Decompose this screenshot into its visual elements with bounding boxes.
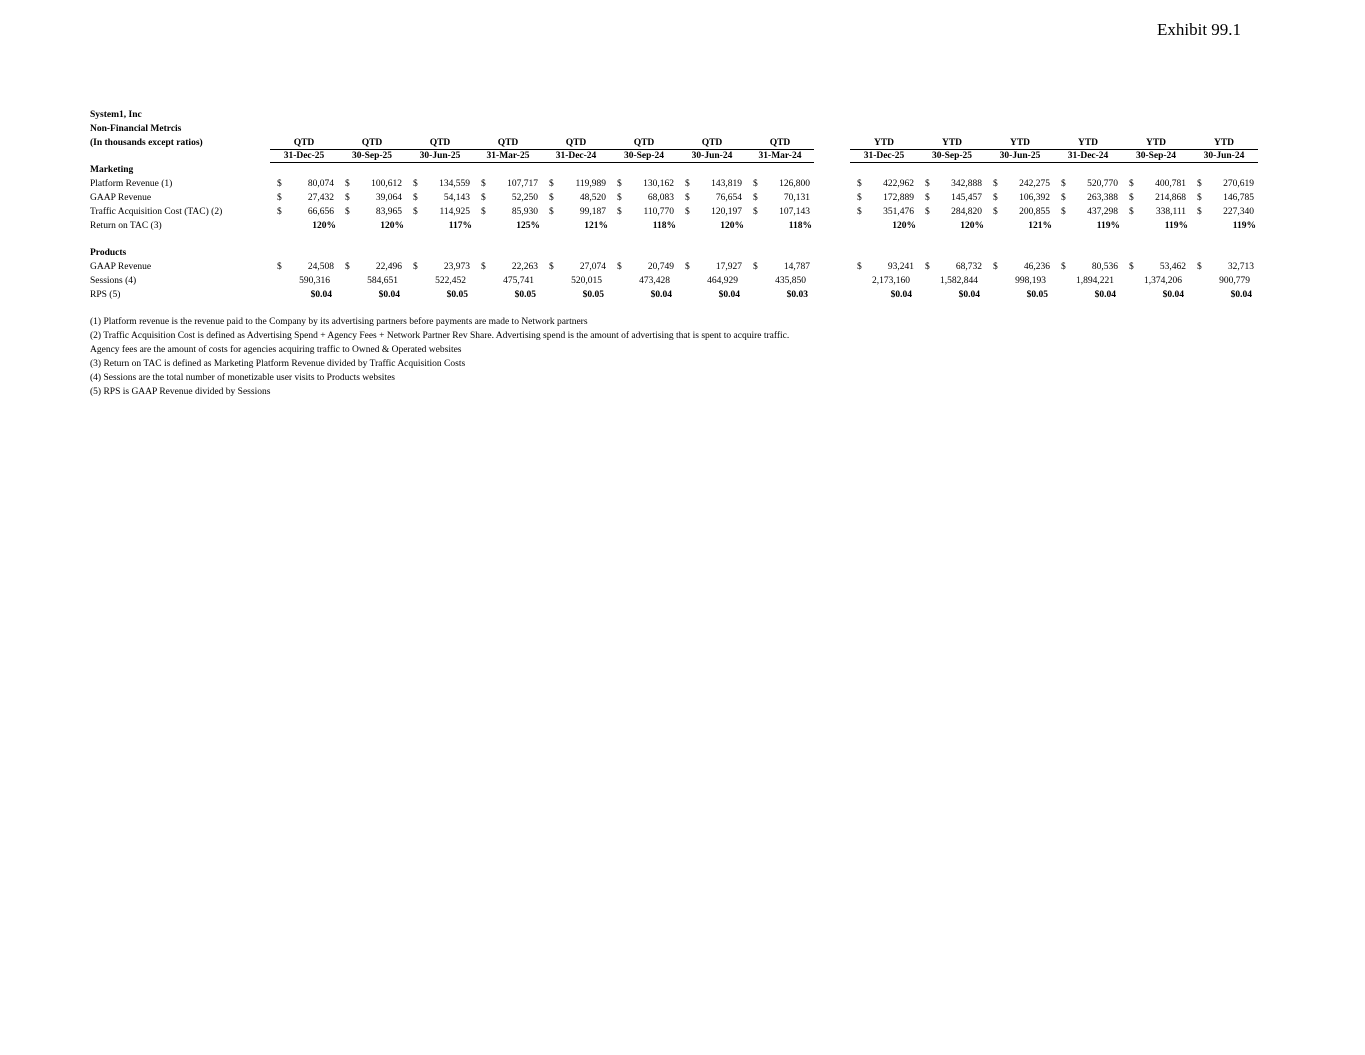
table-cell: 590,316 — [299, 276, 330, 286]
qtd-header-type: QTD — [633, 138, 655, 148]
table-cell: 172,889 — [883, 193, 914, 203]
row-label: GAAP Revenue — [90, 193, 152, 203]
row-label: Platform Revenue (1) — [90, 179, 173, 189]
dollar-sign: $ — [549, 207, 554, 217]
table-cell: 342,888 — [951, 179, 982, 189]
dollar-sign: $ — [925, 179, 930, 189]
ytd-header-date: 30-Jun-24 — [1203, 151, 1245, 161]
table-cell: 48,520 — [579, 193, 606, 203]
company-name: System1, Inc — [90, 110, 142, 120]
table-cell: 584,651 — [367, 276, 398, 286]
dollar-sign: $ — [549, 179, 554, 189]
dollar-sign: $ — [481, 207, 486, 217]
dollar-sign: $ — [1061, 193, 1066, 203]
dollar-sign: $ — [857, 262, 862, 272]
qtd-header-type: QTD — [361, 138, 383, 148]
table-cell: 1,374,206 — [1144, 276, 1182, 286]
table-cell: 1,582,844 — [940, 276, 978, 286]
table-cell: 99,187 — [579, 207, 606, 217]
table-cell: 121% — [584, 221, 608, 231]
ytd-header-type: YTD — [1145, 138, 1167, 148]
table-cell: $0.05 — [514, 290, 536, 300]
dollar-sign: $ — [481, 262, 486, 272]
table-cell: 125% — [516, 221, 540, 231]
dollar-sign: $ — [685, 262, 690, 272]
dollar-sign: $ — [685, 193, 690, 203]
table-cell: 120% — [960, 221, 984, 231]
dollar-sign: $ — [617, 262, 622, 272]
table-cell: 475,741 — [503, 276, 534, 286]
table-cell: $0.05 — [582, 290, 604, 300]
dollar-sign: $ — [549, 262, 554, 272]
table-cell: 270,619 — [1223, 179, 1254, 189]
table-cell: 338,111 — [1155, 207, 1186, 217]
table-cell: $0.04 — [650, 290, 672, 300]
table-cell: 52,250 — [511, 193, 538, 203]
dollar-sign: $ — [277, 193, 282, 203]
ytd-date-rule — [850, 162, 1258, 163]
table-cell: $0.04 — [310, 290, 332, 300]
table-cell: 83,965 — [375, 207, 402, 217]
table-cell: $0.04 — [378, 290, 400, 300]
row-label: GAAP Revenue — [90, 262, 152, 272]
dollar-sign: $ — [857, 207, 862, 217]
table-cell: 998,193 — [1015, 276, 1046, 286]
footnote: (3) Return on TAC is defined as Marketing Platform Revenue divided by Traffic Acquisition Costs — [90, 359, 466, 369]
row-label: Return on TAC (3) — [90, 221, 162, 231]
dollar-sign: $ — [413, 262, 418, 272]
table-cell: 119% — [1232, 221, 1256, 231]
table-cell: 284,820 — [951, 207, 982, 217]
table-cell: 520,015 — [571, 276, 602, 286]
dollar-sign: $ — [345, 262, 350, 272]
table-cell: 46,236 — [1023, 262, 1050, 272]
footnote: (2) Traffic Acquisition Cost is defined as Advertising Spend + Agency Fees + Network Partner Rev Share. Advertising spend is the amount of advertising that is spent to acquire traffic. — [90, 331, 790, 341]
table-cell: 85,930 — [511, 207, 538, 217]
table-cell: 70,131 — [783, 193, 810, 203]
qtd-header-type: QTD — [701, 138, 723, 148]
qtd-header-type: QTD — [429, 138, 451, 148]
table-cell: 32,713 — [1227, 262, 1254, 272]
qtd-header-date: 31-Dec-24 — [555, 151, 597, 161]
table-cell: $0.04 — [1230, 290, 1252, 300]
report-title: Non-Financial Metrcis — [90, 124, 182, 134]
table-cell: 118% — [652, 221, 676, 231]
qtd-header-type: QTD — [497, 138, 519, 148]
table-cell: 107,143 — [779, 207, 810, 217]
table-cell: 22,496 — [375, 262, 402, 272]
row-label: Traffic Acquisition Cost (TAC) (2) — [90, 207, 223, 217]
dollar-sign: $ — [617, 179, 622, 189]
table-cell: 900,779 — [1219, 276, 1250, 286]
table-cell: 117% — [448, 221, 472, 231]
table-cell: 114,925 — [439, 207, 470, 217]
table-cell: $0.04 — [1094, 290, 1116, 300]
dollar-sign: $ — [993, 179, 998, 189]
table-cell: 68,732 — [955, 262, 982, 272]
section-heading-products: Products — [90, 248, 127, 258]
table-cell: 134,559 — [439, 179, 470, 189]
table-cell: 100,612 — [371, 179, 402, 189]
table-cell: 76,654 — [715, 193, 742, 203]
table-cell: 120% — [380, 221, 404, 231]
dollar-sign: $ — [857, 193, 862, 203]
table-cell: 24,508 — [307, 262, 334, 272]
dollar-sign: $ — [993, 193, 998, 203]
dollar-sign: $ — [345, 179, 350, 189]
table-cell: 145,457 — [951, 193, 982, 203]
table-cell: 80,074 — [307, 179, 334, 189]
table-cell: $0.04 — [958, 290, 980, 300]
dollar-sign: $ — [1197, 193, 1202, 203]
table-cell: 120% — [720, 221, 744, 231]
qtd-header-type: QTD — [293, 138, 315, 148]
table-cell: 22,263 — [511, 262, 538, 272]
table-cell: 520,770 — [1087, 179, 1118, 189]
ytd-header-type: YTD — [1009, 138, 1031, 148]
qtd-header-date: 30-Jun-24 — [691, 151, 733, 161]
dollar-sign: $ — [685, 207, 690, 217]
table-cell: 119% — [1096, 221, 1120, 231]
table-cell: 351,476 — [883, 207, 914, 217]
dollar-sign: $ — [1129, 262, 1134, 272]
table-cell: 126,800 — [779, 179, 810, 189]
table-cell: 119% — [1164, 221, 1188, 231]
dollar-sign: $ — [1061, 207, 1066, 217]
table-cell: 437,298 — [1087, 207, 1118, 217]
qtd-header-rule — [270, 149, 814, 150]
dollar-sign: $ — [753, 262, 758, 272]
table-cell: 464,929 — [707, 276, 738, 286]
table-cell: $0.03 — [786, 290, 808, 300]
table-cell: 93,241 — [887, 262, 914, 272]
table-cell: 435,850 — [775, 276, 806, 286]
dollar-sign: $ — [1061, 179, 1066, 189]
table-cell: 54,143 — [443, 193, 470, 203]
ytd-header-type: YTD — [873, 138, 895, 148]
table-cell: 110,770 — [643, 207, 674, 217]
footnote: (5) RPS is GAAP Revenue divided by Sessions — [90, 387, 271, 397]
qtd-header-type: QTD — [769, 138, 791, 148]
table-cell: $0.04 — [890, 290, 912, 300]
table-cell: 80,536 — [1091, 262, 1118, 272]
ytd-header-type: YTD — [941, 138, 963, 148]
table-cell: 263,388 — [1087, 193, 1118, 203]
table-cell: 227,340 — [1223, 207, 1254, 217]
table-cell: 473,428 — [639, 276, 670, 286]
dollar-sign: $ — [753, 193, 758, 203]
qtd-header-date: 31-Dec-25 — [283, 151, 325, 161]
ytd-header-type: YTD — [1077, 138, 1099, 148]
table-cell: $0.04 — [718, 290, 740, 300]
dollar-sign: $ — [1129, 179, 1134, 189]
table-cell: 130,162 — [643, 179, 674, 189]
table-cell: 1,894,221 — [1076, 276, 1114, 286]
table-cell: $0.05 — [446, 290, 468, 300]
table-cell: 23,973 — [443, 262, 470, 272]
dollar-sign: $ — [413, 193, 418, 203]
footnote: (4) Sessions are the total number of monetizable user visits to Products websites — [90, 373, 395, 383]
table-cell: 27,432 — [307, 193, 334, 203]
qtd-header-date: 30-Sep-24 — [623, 151, 665, 161]
exhibit-label: Exhibit 99.1 — [1157, 20, 1242, 39]
dollar-sign: $ — [481, 193, 486, 203]
dollar-sign: $ — [549, 193, 554, 203]
qtd-header-date: 31-Mar-25 — [486, 151, 530, 161]
dollar-sign: $ — [753, 179, 758, 189]
qtd-header-date: 30-Sep-25 — [351, 151, 393, 161]
table-cell: 200,855 — [1019, 207, 1050, 217]
table-cell: 53,462 — [1159, 262, 1186, 272]
table-cell: $0.05 — [1026, 290, 1048, 300]
dollar-sign: $ — [413, 207, 418, 217]
table-cell: 146,785 — [1223, 193, 1254, 203]
table-cell: 422,962 — [883, 179, 914, 189]
table-cell: 400,781 — [1155, 179, 1186, 189]
table-cell: 17,927 — [715, 262, 742, 272]
ytd-header-date: 30-Sep-25 — [931, 151, 973, 161]
table-cell: 66,656 — [307, 207, 334, 217]
ytd-header-date: 30-Sep-24 — [1135, 151, 1177, 161]
table-cell: 27,074 — [579, 262, 606, 272]
dollar-sign: $ — [1197, 262, 1202, 272]
ytd-header-rule — [850, 149, 1258, 150]
dollar-sign: $ — [685, 179, 690, 189]
dollar-sign: $ — [1197, 179, 1202, 189]
table-cell: 120% — [892, 221, 916, 231]
dollar-sign: $ — [925, 262, 930, 272]
table-cell: 242,275 — [1019, 179, 1050, 189]
table-cell: 143,819 — [711, 179, 742, 189]
table-cell: 2,173,160 — [872, 276, 910, 286]
table-cell: 118% — [788, 221, 812, 231]
dollar-sign: $ — [993, 207, 998, 217]
footnote: Agency fees are the amount of costs for agencies acquiring traffic to Owned & Operated websites — [90, 345, 462, 355]
table-cell: 68,083 — [647, 193, 674, 203]
ytd-header-type: YTD — [1213, 138, 1235, 148]
dollar-sign: $ — [277, 262, 282, 272]
table-cell: 20,749 — [647, 262, 674, 272]
table-cell: 119,989 — [575, 179, 606, 189]
dollar-sign: $ — [993, 262, 998, 272]
table-cell: 522,452 — [435, 276, 466, 286]
section-heading-marketing: Marketing — [90, 165, 134, 175]
qtd-date-rule — [270, 162, 814, 163]
table-cell: 120% — [312, 221, 336, 231]
ytd-header-date: 30-Jun-25 — [999, 151, 1041, 161]
table-cell: 107,717 — [507, 179, 538, 189]
dollar-sign: $ — [617, 193, 622, 203]
table-cell: 120,197 — [711, 207, 742, 217]
dollar-sign: $ — [925, 207, 930, 217]
table-cell: 14,787 — [783, 262, 810, 272]
dollar-sign: $ — [277, 207, 282, 217]
table-cell: 39,064 — [375, 193, 402, 203]
table-cell: 121% — [1028, 221, 1052, 231]
dollar-sign: $ — [1129, 207, 1134, 217]
table-cell: $0.04 — [1162, 290, 1184, 300]
dollar-sign: $ — [1061, 262, 1066, 272]
dollar-sign: $ — [753, 207, 758, 217]
units-note: (In thousands except ratios) — [90, 138, 203, 148]
dollar-sign: $ — [277, 179, 282, 189]
row-label: RPS (5) — [90, 290, 121, 300]
ytd-header-date: 31-Dec-24 — [1067, 151, 1109, 161]
table-cell: 106,392 — [1019, 193, 1050, 203]
ytd-header-date: 31-Dec-25 — [863, 151, 905, 161]
qtd-header-date: 31-Mar-24 — [758, 151, 802, 161]
dollar-sign: $ — [857, 179, 862, 189]
footnote: (1) Platform revenue is the revenue paid to the Company by its advertising partners before payments are made to Network partners — [90, 317, 588, 327]
dollar-sign: $ — [481, 179, 486, 189]
dollar-sign: $ — [345, 193, 350, 203]
dollar-sign: $ — [345, 207, 350, 217]
dollar-sign: $ — [413, 179, 418, 189]
dollar-sign: $ — [1129, 193, 1134, 203]
qtd-header-date: 30-Jun-25 — [419, 151, 461, 161]
table-cell: 214,868 — [1155, 193, 1186, 203]
dollar-sign: $ — [925, 193, 930, 203]
qtd-header-type: QTD — [565, 138, 587, 148]
dollar-sign: $ — [617, 207, 622, 217]
dollar-sign: $ — [1197, 207, 1202, 217]
row-label: Sessions (4) — [90, 276, 137, 286]
